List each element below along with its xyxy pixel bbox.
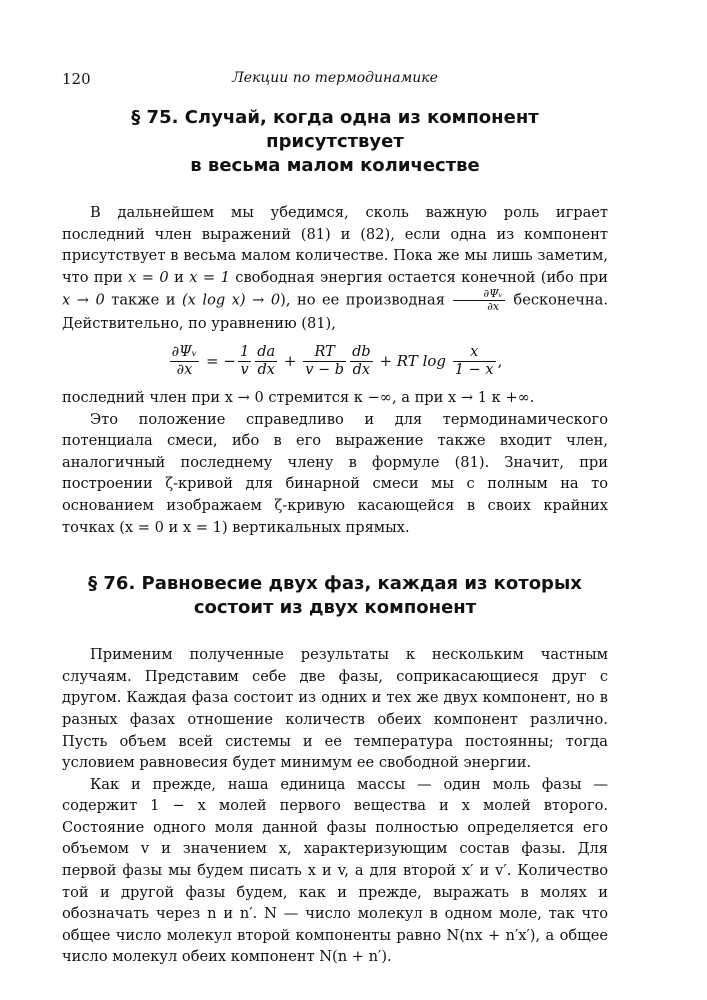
math-inline: (x log x) → 0 [181,291,281,309]
fraction-numerator: 1 [239,344,250,361]
section-75-title-line1: § 75. Случай, когда одна из компонент присутствует [131,107,539,152]
text-run: бесконечна. Действительно, по уравнению (81), [62,291,608,333]
section-75-paragraph-2: последний член при x → 0 стремится к −∞, а при x → 1 к +∞. [62,388,535,406]
math-inline: x → 0 [62,291,105,309]
fraction-numerator: db [352,344,371,361]
display-equation [62,341,608,381]
section-75-title [62,106,608,178]
eq-operator: + RT log [374,351,451,370]
fraction-numerator: da [257,344,276,361]
section-76-title [62,572,608,620]
text-run: ), но ее производная [280,291,452,309]
running-title: Лекции по термодинамике [232,70,438,86]
math-inline: x = 1 [189,268,230,286]
page-number: 120 [62,70,91,88]
page-header [62,70,608,96]
text-run: свободная энергия остается конечной (ибо при [229,268,608,286]
eq-operator: = − [201,351,236,370]
eq-fraction-2 [255,344,277,379]
fraction-denominator: v − b [305,362,345,379]
fraction-numerator: ∂Ψᵥ [453,288,504,301]
eq-operator: + [279,351,302,370]
math-inline: x = 0 [128,268,169,286]
fraction-numerator: ∂Ψᵥ [171,344,198,361]
section-gap [62,538,608,562]
eq-fraction-1 [238,344,251,379]
fraction-denominator: ∂x [176,362,193,379]
text-run: и [168,268,190,286]
fraction-denominator: 1 − x [454,362,494,379]
eq-punctuation: , [497,351,503,370]
section-76-title-line1: § 76. Равновесие двух фаз, каждая из которых [88,573,582,595]
text-run: В дальнейшем мы убедимся, сколь важную роль играет последний член выражений (81) и (82), если одна из компонент присутствует в весьма малом количестве. Пока же мы лишь заметим, что при [62,204,608,286]
fraction-denominator: dx [352,362,371,379]
inline-fraction [453,288,504,313]
fraction-denominator: ∂x [487,300,500,314]
eq-lhs-fraction [170,344,200,379]
text-run: также и [104,291,182,309]
eq-fraction-5 [453,344,496,379]
fraction-numerator: RT [303,344,346,362]
section-75-paragraph-3: Это положение справедливо и для термодинамического потенциала смеси, ибо в его выражение также входит член, аналогичный последнему члену в формуле (81). Значит, при построении ζ-кривой для бинарной смеси мы с полным на то основанием изображаем ζ-кривую касающейся в своих крайних точках (x = 0 и x = 1) вертикальных прямых. [62,410,608,536]
section-76-title-line2: состоит из двух компонент [193,597,477,619]
fraction-denominator: v [240,362,249,379]
fraction-denominator: dx [257,362,275,379]
section-76-paragraph-1: Применим полученные результаты к нескольким частным случаям. Представим себе две фазы, соприкасающиеся друг с другом. Каждая фаза состоит из одних и тех же двух компонент, но в разных фазах отношение количеств обеих компонент различно. Пусть объем всей системы и ее температура постоянны; тогда условием равновесия будет минимум ее свободной энергии. [62,646,608,772]
page [62,70,608,968]
section-75-title-line2: в весьма малом количестве [190,155,480,176]
fraction-numerator: x [453,344,496,362]
section-75-paragraph-1 [62,202,608,335]
section-76-paragraph-2: Как и прежде, наша единица массы — один моль фазы — содержит 1 − x молей первого вещества и x молей второго. Состояние одного моля данной фазы полностью определяется его объемом v и значением x, характеризующим состав фазы. Для первой фазы мы будем писать x и v, а для второй x′ и v′. Количество той и другой фазы будем, как и прежде, выражать в молях и обозначать через n и n′. N — число молекул в одном моле, так что общее число молекул второй компоненты равно N(nx + n′x′), а общее число молекул обеих компонент N(n + n′). [62,775,608,966]
eq-fraction-3 [303,344,346,379]
eq-fraction-4 [350,344,373,379]
